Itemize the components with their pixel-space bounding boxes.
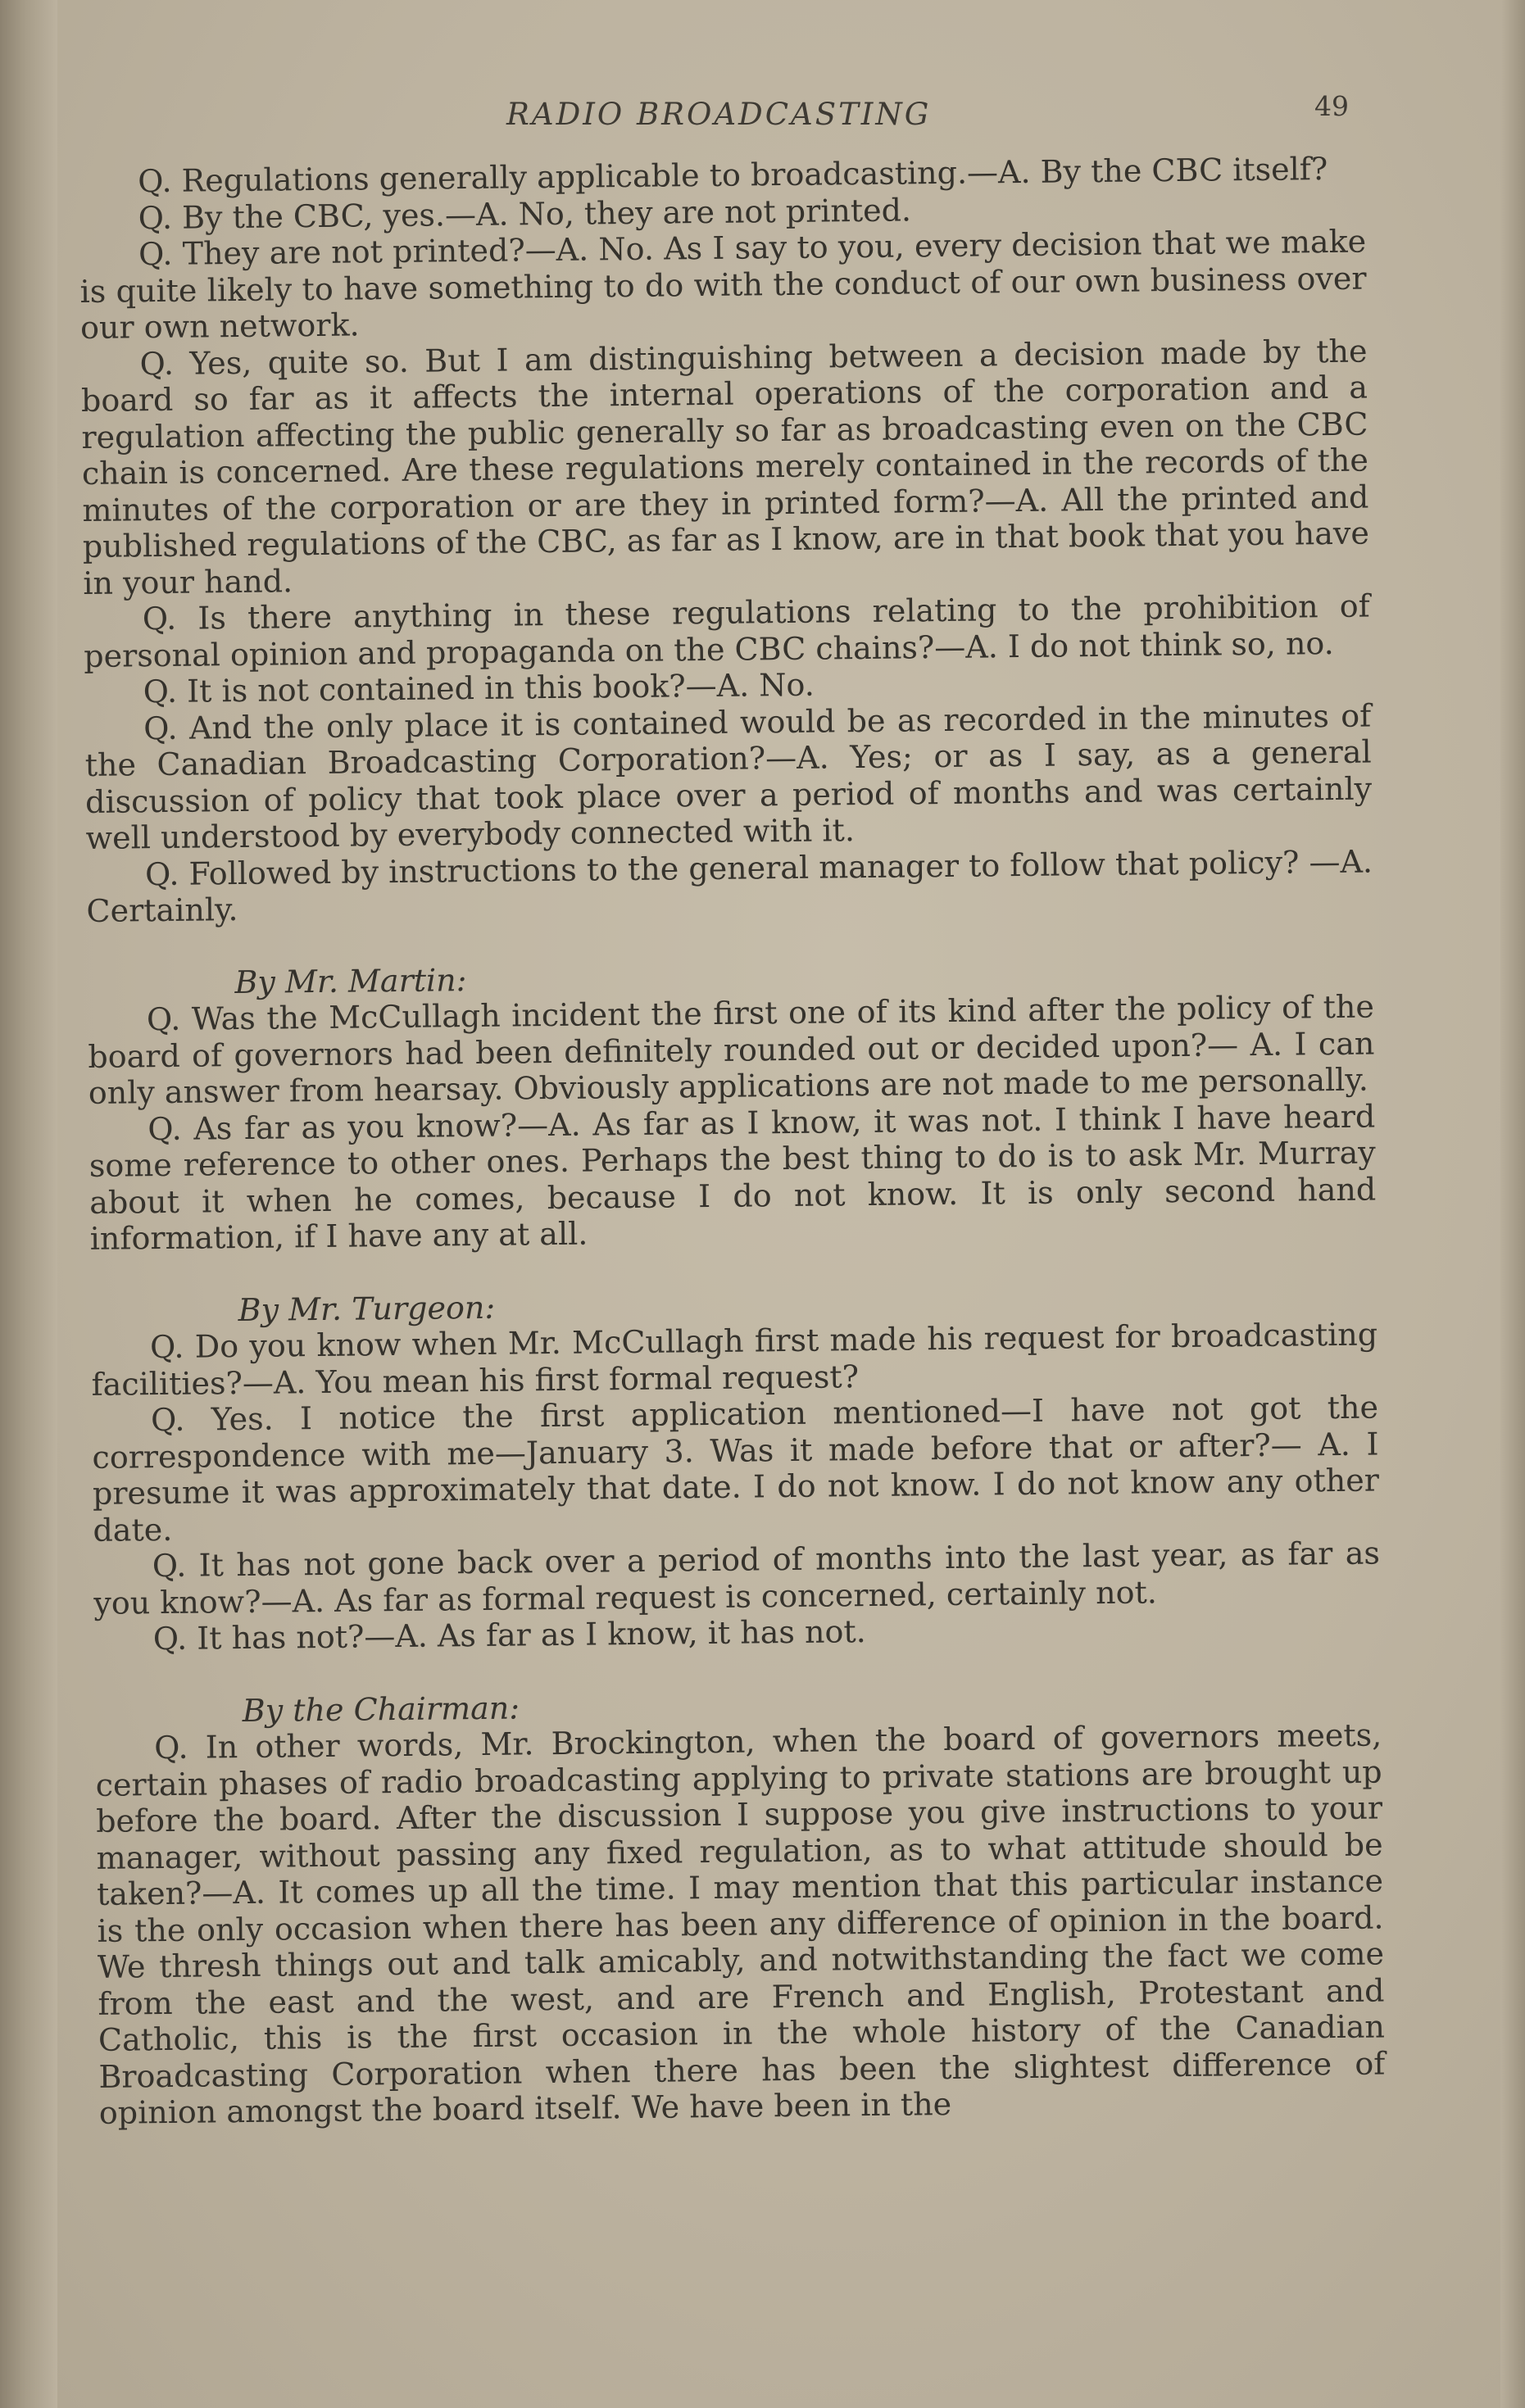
page-number: 49 (1314, 90, 1349, 122)
question-answer-paragraph: Q. Do you know when Mr. McCullagh first made his request for broadcasting facilities?—A. You mean his first formal request? (91, 1316, 1378, 1403)
question-answer-paragraph: Q. It has not gone back over a period of months into the last year, as far as you know?—A. As far as formal request is concerned, certainly not. (93, 1535, 1381, 1621)
question-answer-paragraph: Q. They are not printed?—A. No. As I say to you, every decision that we make is quite likely to have something to do with the conduct of our own business over our own network. (79, 223, 1367, 346)
question-answer-paragraph: Q. Yes. I notice the first application mentioned—I have not got the correspondence with me—January 3. Was it made before that or after?— A. I presume it was approximately that date. I do not know. I do not know any other date. (92, 1389, 1380, 1549)
speaker-heading: By the Chairman: (242, 1689, 520, 1729)
question-answer-paragraph: Q. Is there anything in these regulations relating to the prohibition of personal opinion and propaganda on the CBC chains?—A. I do not think so, no. (84, 587, 1370, 674)
book-spine-shadow (0, 0, 57, 2408)
page-edge-shadow (1500, 0, 1525, 2408)
question-answer-paragraph: Q. Followed by instructions to the general manager to follow that policy? —A. Certainly. (86, 843, 1373, 929)
speaker-heading: By Mr. Martin: (234, 961, 467, 1000)
running-title: RADIO BROADCASTING (506, 97, 932, 132)
question-answer-paragraph: Q. By the CBC, yes.—A. No, they are not printed. (138, 191, 912, 236)
question-answer-paragraph: Q. It is not contained in this book?—A. No. (143, 666, 815, 710)
question-answer-paragraph: Q. Was the McCullagh incident the first one of its kind after the policy of the board of governors had been definitely rounded out or decided upon?— A. I can only answer from hearsay. Obviously applications are not made to me personally. (88, 988, 1375, 1111)
question-answer-paragraph: Q. In other words, Mr. Brockington, when the board of governors meets, certain phases of radio broadcasting applying to private stations are brought up before the board. After the discussion I suppose you give instructions to your manager, without passing any fixed regulation, as to what attitude should be taken?—A. It comes up all the time. I may mention that this particular instance is the only occasion when there has been any difference of opinion in the board. We thresh things out and talk amicably, and notwithstanding the fact we come from the east and the west, and are French and English, Protestant and Catholic, this is the first occasion in the whole history of the Canadian Broadcasting Corporation when there has been the slightest difference of opinion amongst the board itself. We have been in the (95, 1716, 1386, 2131)
question-answer-paragraph: Q. As far as you know?—A. As far as I know, it was not. I think I have heard some reference to other ones. Perhaps the best thing to do is to ask Mr. Murray about it when he comes, because I do not know. It is only second hand information, if I have any at all. (89, 1097, 1377, 1257)
speaker-heading: By Mr. Turgeon: (238, 1289, 496, 1328)
question-answer-paragraph: Q. Yes, quite so. But I am distinguishing between a decision made by the board so far as it affects the internal operations of the corporation and a regulation affecting the public generally so far as broadcasting even on the CBC chain is concerned. Are these regulations merely contained in the records of the minutes of the corporation or are they in printed form?—A. All the printed and published regulations of the CBC, as far as I know, are in that book that you have in your hand. (80, 333, 1370, 601)
question-answer-paragraph: Q. Regulations generally applicable to broadcasting.—A. By the CBC itself? (137, 151, 1328, 200)
page-body (79, 151, 1386, 2132)
question-answer-paragraph: Q. And the only place it is contained would be as recorded in the minutes of the Canadian Broadcasting Corporation?—A. Yes; or as I say, as a general discussion of policy that took place over a period of months and was certainly well understood by everybody connected with it. (84, 697, 1373, 856)
question-answer-paragraph: Q. It has not?—A. As far as I know, it has not. (152, 1613, 866, 1657)
